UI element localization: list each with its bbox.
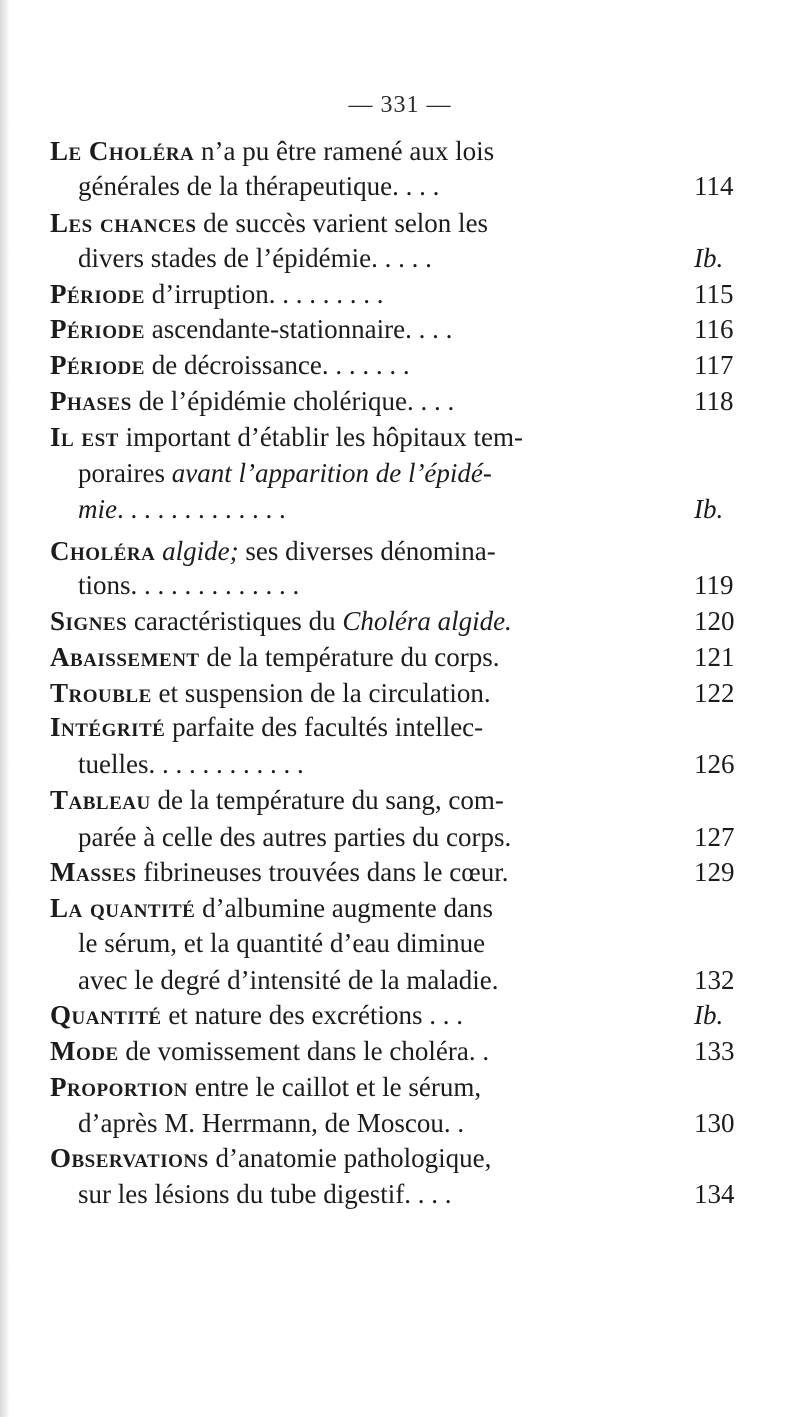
entry-text: tions. . . . . . . . . . . . .: [78, 570, 300, 600]
entry-text: ascendante-stationnaire. . . .: [144, 314, 453, 344]
toc-line-text: [50, 347, 410, 383]
entry-text: de la température du sang, com-: [150, 785, 504, 815]
page-reference: 133: [694, 1036, 735, 1066]
toc-line-text: [50, 1033, 489, 1069]
toc-line-text: [78, 455, 492, 491]
page-reference: 117: [694, 350, 734, 380]
toc-line-text: [78, 491, 286, 527]
toc-line: [0, 491, 800, 527]
toc-line: [0, 419, 800, 455]
toc-line-text: [50, 675, 491, 711]
page-reference: 129: [694, 857, 735, 887]
page-reference: 132: [694, 965, 735, 995]
toc-line-text: [78, 925, 485, 961]
entry-text: . . . . . . . . . . . . .: [116, 494, 286, 524]
entry-keyword: Le Choléra: [50, 136, 195, 166]
entry-keyword: Tableau: [50, 785, 151, 815]
toc-line: [0, 240, 800, 276]
toc-line: [0, 383, 800, 419]
toc-line-text: [50, 276, 383, 312]
toc-line-text: [50, 133, 494, 169]
toc-line: [0, 675, 800, 711]
entry-text: avec le degré d’intensité de la maladie.: [78, 965, 499, 995]
toc-line: [0, 603, 800, 639]
entry-text: le sérum, et la quantité d’eau diminue: [78, 928, 486, 958]
toc-line: [0, 347, 800, 383]
toc-line: [0, 168, 800, 204]
page-reference: 126: [694, 749, 735, 779]
entry-keyword: Phases: [50, 386, 132, 416]
entry-text: entre le caillot et le sérum,: [188, 1072, 482, 1102]
toc-line-text: [50, 997, 463, 1033]
toc-line: [0, 1176, 800, 1212]
page-reference: 119: [694, 570, 734, 600]
toc-line-text: [50, 205, 488, 241]
toc-line: [0, 639, 800, 675]
entry-text: de la température du corps.: [199, 642, 500, 672]
toc-line-text: [78, 1176, 451, 1212]
toc-line: [0, 782, 800, 818]
toc-line: [0, 1105, 800, 1141]
entry-text: divers stades de l’épidémie. . . . .: [78, 243, 432, 273]
entry-keyword: Quantité: [50, 1000, 162, 1030]
entry-keyword: Intégrité: [50, 712, 166, 742]
page-reference: 115: [694, 279, 734, 309]
toc-line-text: [50, 890, 493, 926]
entry-keyword: Proportion: [50, 1072, 188, 1102]
entry-keyword: Période: [50, 314, 145, 344]
entry-text: parfaite des facultés intellec-: [165, 712, 484, 742]
entry-text: n’a pu être ramené aux lois: [194, 136, 495, 166]
entry-text: de l’épidémie cholérique. . . .: [131, 386, 455, 416]
entry-text: tuelles. . . . . . . . . . . .: [78, 749, 304, 779]
entry-text: important d’établir les hôpitaux tem-: [118, 422, 523, 452]
page-reference: 134: [694, 1179, 735, 1209]
page-reference: Ib.: [694, 1000, 724, 1030]
entry-keyword: Les chances: [50, 208, 197, 238]
toc-line: [0, 205, 800, 241]
page-number: — 331 —: [348, 92, 452, 118]
entry-text: de décroissance. . . . . . .: [144, 350, 410, 380]
page-reference: Ib.: [694, 494, 724, 524]
page-reference: 127: [694, 822, 735, 852]
entry-keyword: Abaissement: [50, 642, 200, 672]
entry-keyword: Choléra: [50, 536, 156, 566]
toc-line: [0, 890, 800, 926]
toc-line: [0, 133, 800, 169]
entry-keyword: Signes: [50, 606, 128, 636]
entry-text: caractéristiques du: [127, 606, 343, 636]
entry-text: poraires: [78, 458, 172, 488]
toc-line-text: [78, 962, 499, 998]
toc-line: [0, 1069, 800, 1105]
entry-keyword: Mode: [50, 1036, 119, 1066]
entry-text: et suspension de la circulation.: [151, 678, 491, 708]
entry-keyword: La quantité: [50, 893, 196, 923]
entry-text: fibrineuses trouvées dans le cœur.: [136, 857, 509, 887]
entry-keyword: Période: [50, 350, 145, 380]
page-reference: 114: [694, 171, 734, 201]
toc-line-text: [78, 746, 304, 782]
page-reference: 130: [694, 1108, 735, 1138]
toc-line: [0, 311, 800, 347]
toc-line: [0, 819, 800, 855]
page-reference: 116: [694, 314, 734, 344]
toc-line-text: [50, 709, 483, 745]
toc-line-text: [50, 419, 523, 455]
entry-keyword: Trouble: [50, 678, 152, 708]
italic-text: mie: [78, 494, 117, 524]
toc-line-text: [50, 383, 454, 419]
toc-line: [0, 533, 800, 569]
toc-line-text: [50, 1140, 491, 1176]
toc-line: [0, 746, 800, 782]
toc-line: [0, 1033, 800, 1069]
page-reference: 120: [694, 606, 735, 636]
toc-line-text: [78, 567, 299, 603]
toc-line: [0, 709, 800, 745]
entry-keyword: Masses: [50, 857, 137, 887]
toc-line-text: [50, 782, 504, 818]
page-reference: 118: [694, 386, 734, 416]
entry-text: de vomissement dans le choléra. .: [118, 1036, 490, 1066]
entry-text: d’après M. Herrmann, de Moscou. .: [78, 1108, 465, 1138]
entry-text: générales de la thérapeutique. . . .: [78, 171, 440, 201]
toc-line-text: [50, 639, 499, 675]
toc-line: [0, 962, 800, 998]
toc-line-text: [78, 1105, 464, 1141]
entry-text: d’irruption. . . . . . . . .: [144, 279, 384, 309]
page-reference: 122: [694, 678, 735, 708]
italic-text: Choléra algide.: [342, 606, 512, 636]
toc-line: [0, 1140, 800, 1176]
entry-keyword: Période: [50, 279, 145, 309]
toc-line-text: [50, 854, 509, 890]
italic-text: algide;: [155, 536, 239, 566]
entry-text: ses diverses dénomina-: [238, 536, 496, 566]
entry-text: parée à celle des autres parties du corps.: [78, 822, 512, 852]
toc-line-text: [50, 603, 512, 639]
entry-keyword: Il est: [50, 422, 119, 452]
toc-line-text: [50, 1069, 481, 1105]
entry-text: et nature des excrétions . . .: [161, 1000, 463, 1030]
toc-line-text: [50, 311, 452, 347]
toc-line-text: [78, 819, 511, 855]
toc-line: [0, 925, 800, 961]
entry-text: d’anatomie pathologique,: [208, 1143, 492, 1173]
toc-line-text: [50, 533, 496, 569]
toc-line-text: [78, 240, 432, 276]
toc-line: [0, 276, 800, 312]
toc-line-text: [78, 168, 439, 204]
entry-keyword: Observations: [50, 1143, 209, 1173]
toc-line: [0, 997, 800, 1033]
entry-text: sur les lésions du tube digestif. . . .: [78, 1179, 452, 1209]
toc-line: [0, 854, 800, 890]
entry-text: d’albumine augmente dans: [195, 893, 494, 923]
page-reference: Ib.: [694, 243, 724, 273]
page-reference: 121: [694, 642, 735, 672]
toc-line: [0, 455, 800, 491]
italic-text: avant l’apparition de l’épidé-: [171, 458, 492, 488]
entry-text: de succès varient selon les: [196, 208, 489, 238]
toc-line: [0, 567, 800, 603]
